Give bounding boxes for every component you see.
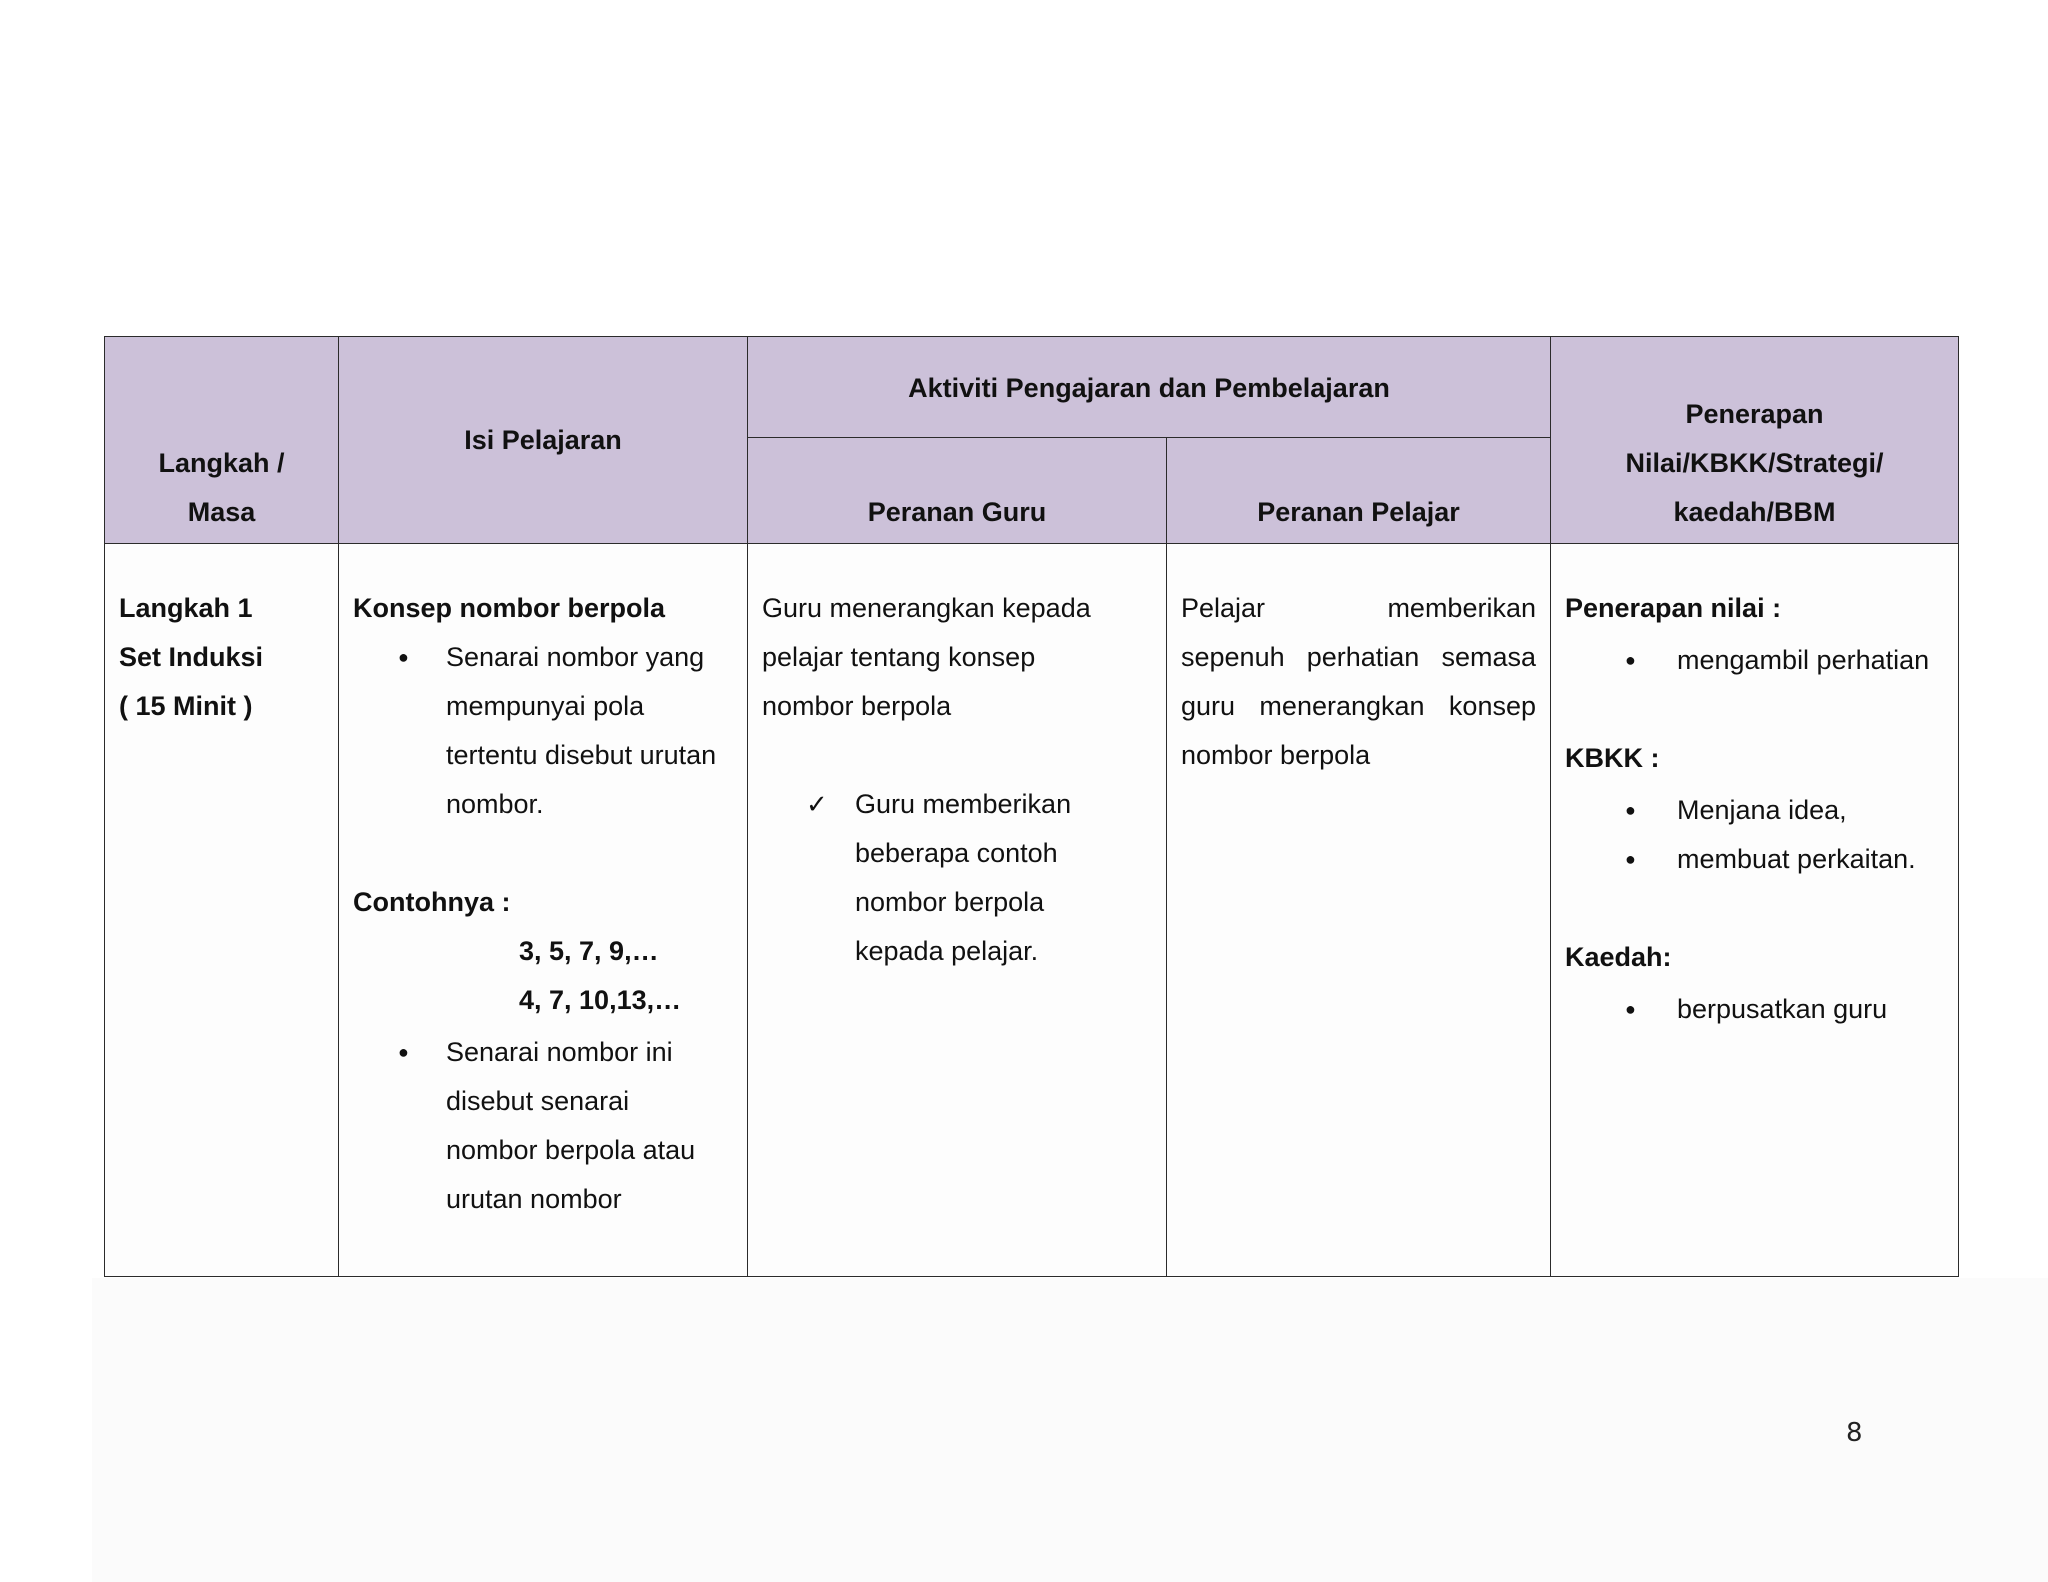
sequence-example: 4, 7, 10,13,… xyxy=(519,985,682,1015)
guru-check-line: beberapa contoh xyxy=(855,838,1058,868)
kbkk-list xyxy=(1565,786,1950,884)
langkah-phase: Set Induksi xyxy=(119,642,264,672)
bullet-icon: ● xyxy=(1625,650,1636,670)
checkmark-icon: ✓ xyxy=(806,789,828,819)
header-peranan-pelajar xyxy=(1167,438,1551,544)
list-item xyxy=(1565,786,1950,835)
header-langkah-line1: Langkah / xyxy=(158,448,285,478)
guru-check-line: Guru memberikan xyxy=(855,789,1072,819)
isi-bullet-list-1 xyxy=(353,633,733,829)
header-isi-label: Isi Pelajaran xyxy=(464,424,622,455)
cell-isi-pelajaran xyxy=(339,544,748,1277)
kaedah-label: Kaedah: xyxy=(1565,942,1672,972)
header-penerapan-line1: Penerapan xyxy=(1685,399,1824,429)
kbkk-item: Menjana idea, xyxy=(1677,795,1847,825)
header-aktiviti xyxy=(748,337,1551,438)
isi-bullet1-line: tertentu disebut urutan xyxy=(446,740,717,770)
langkah-duration: ( 15 Minit ) xyxy=(119,691,253,721)
guru-intro-line: Guru menerangkan kepada xyxy=(762,593,1091,623)
pelajar-line: sepenuh perhatian semasa xyxy=(1181,642,1536,672)
bullet-icon: ● xyxy=(1625,849,1636,869)
list-item xyxy=(1565,835,1950,884)
nilai-item: mengambil perhatian xyxy=(1677,645,1930,675)
isi-bullet1-line: mempunyai pola xyxy=(446,691,645,721)
isi-bullet2-line: disebut senarai xyxy=(446,1086,630,1116)
list-item xyxy=(1565,985,1950,1034)
cell-penerapan xyxy=(1551,544,1959,1277)
kbkk-label: KBKK : xyxy=(1565,743,1660,773)
spacer xyxy=(353,829,733,878)
cell-peranan-pelajar xyxy=(1167,544,1551,1277)
isi-bullet2-line: urutan nombor xyxy=(446,1184,622,1214)
pelajar-line: guru menerangkan konsep xyxy=(1181,691,1536,721)
spacer xyxy=(1565,685,1950,734)
spacer xyxy=(762,731,1152,780)
isi-bullet2-line: nombor berpola atau xyxy=(446,1135,696,1165)
bullet-icon: ● xyxy=(1625,800,1636,820)
isi-heading: Konsep nombor berpola xyxy=(353,593,666,623)
pelajar-line: Pelajar memberikan xyxy=(1181,593,1536,623)
page-number: 8 xyxy=(1846,1418,1863,1448)
header-penerapan-line3: kaedah/BBM xyxy=(1673,497,1836,527)
page-footer-area xyxy=(92,1278,2048,1582)
isi-bullet1-line: nombor. xyxy=(446,789,544,819)
langkah-title: Langkah 1 xyxy=(119,593,253,623)
kbkk-item: membuat perkaitan. xyxy=(1677,844,1916,874)
nilai-list xyxy=(1565,636,1950,685)
kaedah-list xyxy=(1565,985,1950,1034)
header-langkah-masa xyxy=(105,337,339,544)
sequence-example: 3, 5, 7, 9,… xyxy=(519,936,659,966)
list-item xyxy=(353,633,733,829)
list-item xyxy=(353,1028,733,1224)
table-row xyxy=(105,544,1959,1277)
isi-bullet2-line: Senarai nombor ini xyxy=(446,1037,673,1067)
kaedah-item: berpusatkan guru xyxy=(1677,994,1888,1024)
guru-intro-line: pelajar tentang konsep xyxy=(762,642,1036,672)
isi-bullet1-line: Senarai nombor yang xyxy=(446,642,705,672)
header-langkah-line2: Masa xyxy=(187,497,256,527)
header-penerapan xyxy=(1551,337,1959,544)
guru-check-item xyxy=(762,780,1152,976)
header-penerapan-line2: Nilai/KBKK/Strategi/ xyxy=(1625,448,1884,478)
header-peranan-guru xyxy=(748,438,1167,544)
bullet-icon: ● xyxy=(398,647,409,667)
spacer xyxy=(1565,884,1950,933)
header-guru-label: Peranan Guru xyxy=(867,497,1047,527)
isi-bullet-list-2 xyxy=(353,1028,733,1224)
guru-check-line: kepada pelajar. xyxy=(855,936,1039,966)
bullet-icon: ● xyxy=(1625,999,1636,1019)
contoh-label: Contohnya : xyxy=(353,887,511,917)
lesson-plan-table xyxy=(104,336,1959,1277)
header-pelajar-label: Peranan Pelajar xyxy=(1257,497,1460,527)
bullet-icon: ● xyxy=(398,1042,409,1062)
header-isi-pelajaran xyxy=(339,337,748,544)
cell-peranan-guru xyxy=(748,544,1167,1277)
guru-intro-line: nombor berpola xyxy=(762,691,952,721)
nilai-label: Penerapan nilai : xyxy=(1565,593,1782,623)
header-aktiviti-label: Aktiviti Pengajaran dan Pembelajaran xyxy=(908,372,1390,403)
guru-check-line: nombor berpola xyxy=(855,887,1045,917)
pelajar-line: nombor berpola xyxy=(1181,740,1371,770)
list-item xyxy=(1565,636,1950,685)
table-header xyxy=(105,337,1959,544)
cell-langkah xyxy=(105,544,339,1277)
